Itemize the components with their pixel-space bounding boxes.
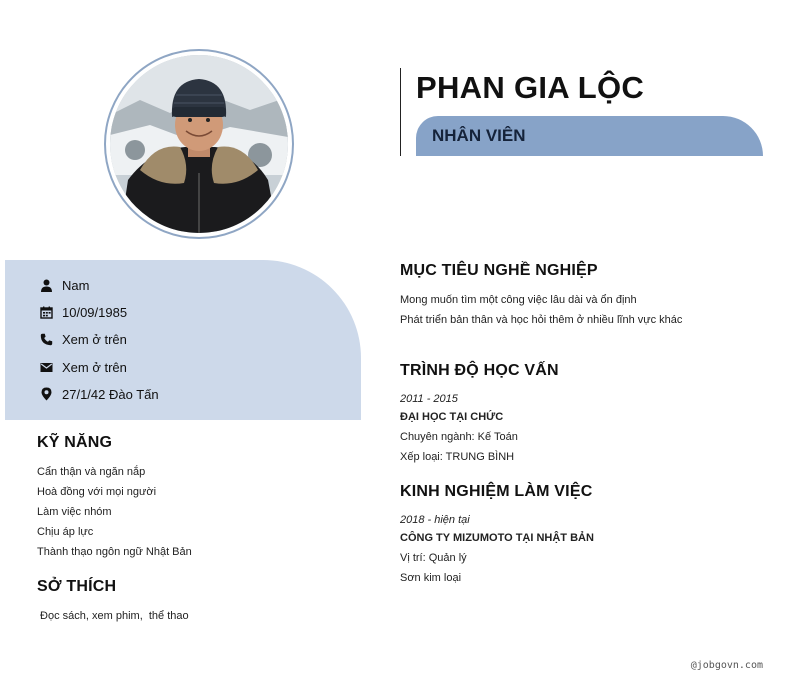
location-pin-icon xyxy=(39,387,53,401)
contact-phone xyxy=(39,330,127,348)
skill-item: Làm việc nhóm xyxy=(37,506,112,518)
contact-phone-text: Xem ở trên xyxy=(62,331,127,347)
position-band xyxy=(416,116,763,156)
contact-email-text: Xem ở trên xyxy=(62,359,127,375)
contact-birthday xyxy=(39,303,127,321)
candidate-name: PHAN GIA LỘC xyxy=(416,70,645,105)
experience-period: 2018 - hiện tại xyxy=(400,514,470,526)
watermark: @jobgovn.com xyxy=(690,660,763,671)
person-icon xyxy=(39,278,53,292)
contact-address xyxy=(39,385,159,403)
experience-role: Vị trí: Quản lý xyxy=(400,552,467,564)
education-grade: Xếp loại: TRUNG BÌNH xyxy=(400,451,515,463)
contact-gender xyxy=(39,276,89,294)
objective-heading: MỤC TIÊU NGHỀ NGHIỆP xyxy=(400,262,598,279)
experience-company: CÔNG TY MIZUMOTO TẠI NHẬT BẢN xyxy=(400,532,594,544)
avatar xyxy=(110,55,288,233)
objective-line: Phát triển bản thân và học hỏi thêm ở nhiều lĩnh vực khác xyxy=(400,314,683,326)
education-major: Chuyên ngành: Kế Toán xyxy=(400,431,518,443)
skill-item: Chịu áp lực xyxy=(37,526,94,538)
contact-gender-text: Nam xyxy=(62,277,90,293)
calendar-icon xyxy=(39,305,53,319)
position-title: NHÂN VIÊN xyxy=(432,126,526,145)
contact-address-text: 27/1/42 Đào Tấn xyxy=(62,386,159,402)
hobbies-text: Đọc sách, xem phim, thể thao xyxy=(37,610,189,622)
contact-birthday-text: 10/09/1985 xyxy=(62,304,128,320)
skill-item: Cẩn thận và ngăn nắp xyxy=(37,466,146,478)
education-heading: TRÌNH ĐỘ HỌC VẤN xyxy=(400,362,559,379)
skills-heading: KỸ NĂNG xyxy=(37,434,113,451)
hobbies-heading: SỞ THÍCH xyxy=(37,578,117,595)
objective-line: Mong muốn tìm một công việc lâu dài và ổn định xyxy=(400,294,637,306)
header-divider xyxy=(400,68,401,156)
experience-detail: Sơn kim loại xyxy=(400,572,462,584)
mail-icon xyxy=(39,360,53,374)
contact-email xyxy=(39,358,127,376)
education-period: 2011 - 2015 xyxy=(400,393,458,405)
avatar-photo xyxy=(110,55,288,233)
skill-item: Hoà đồng với mọi người xyxy=(37,486,157,498)
experience-heading: KINH NGHIỆM LÀM VIỆC xyxy=(400,483,593,500)
skill-item: Thành thạo ngôn ngữ Nhật Bản xyxy=(37,546,192,558)
phone-icon xyxy=(39,332,53,346)
education-school: ĐẠI HỌC TẠI CHỨC xyxy=(400,411,504,423)
